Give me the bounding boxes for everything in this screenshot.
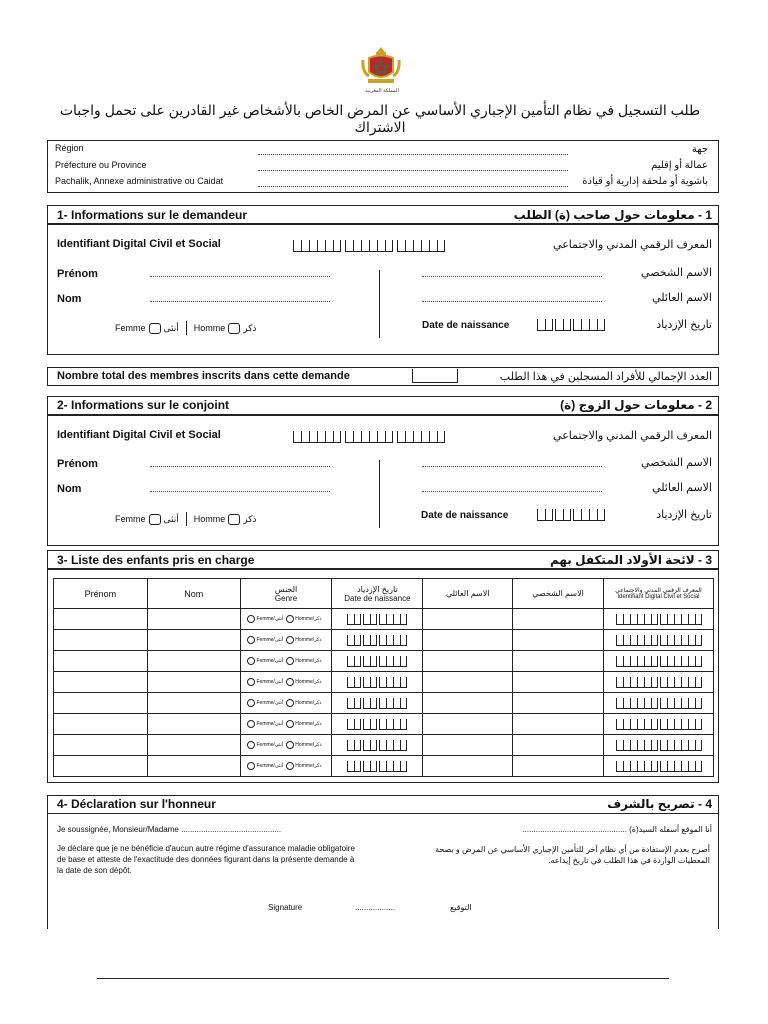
child-dob-cell[interactable]	[332, 651, 423, 672]
child-dob-cell[interactable]	[332, 735, 423, 756]
pachalik-label-ar: باشوية أو ملحقة إدارية أو قيادة	[582, 176, 708, 187]
child-genre-cell	[240, 651, 332, 672]
child-homme-radio[interactable]	[286, 762, 294, 770]
child-femme-label: Femme/أنثى	[256, 700, 284, 707]
child-femme-label: Femme/أنثى	[256, 637, 284, 644]
femme-label-ar: أنثى	[163, 322, 179, 333]
child-nom-cell[interactable]	[147, 735, 240, 756]
child-genre-cell	[240, 756, 332, 777]
child-homme-radio[interactable]	[286, 615, 294, 623]
signature-label-fr: Signature	[268, 903, 303, 912]
royal-emblem-icon	[360, 44, 402, 88]
child-homme-label: Homme/ذكر	[295, 637, 322, 644]
child-id-cell[interactable]	[604, 651, 714, 672]
signature-label-ar: التوقيع	[450, 903, 472, 912]
section1-gender	[115, 321, 257, 335]
child-prenom-ar-cell[interactable]	[513, 756, 604, 777]
section1-title-ar: 1 - معلومات حول صاحب (ة) الطلب	[513, 208, 712, 222]
section1-divider	[379, 270, 380, 338]
child-homme-label: Homme/ذكر	[295, 700, 322, 707]
child-nom-ar-cell[interactable]	[423, 693, 513, 714]
section1-dob-cells[interactable]	[537, 319, 605, 331]
femme-label-ar: أنثى	[163, 513, 179, 524]
footer-rule	[97, 978, 669, 979]
child-nom-cell[interactable]	[147, 693, 240, 714]
child-genre-cell	[240, 609, 332, 630]
section2-nom-label-ar: الاسم العائلي	[652, 482, 712, 494]
pachalik-label-fr: Pachalik, Annexe administrative ou Caidat	[55, 176, 224, 186]
child-nom-ar-cell[interactable]	[423, 630, 513, 651]
section2-title-fr: 2- Informations sur le conjoint	[57, 398, 230, 412]
region-field[interactable]	[258, 154, 568, 155]
section2-nom-ar-field[interactable]	[422, 491, 602, 492]
children-table-header	[54, 579, 714, 609]
child-prenom-ar-cell[interactable]	[513, 609, 604, 630]
region-label-fr: Région	[55, 143, 84, 153]
table-row	[54, 609, 714, 630]
section1-nom-label-fr: Nom	[57, 293, 82, 305]
child-nom-cell[interactable]	[147, 714, 240, 735]
section1-prenom-label-fr: Prénom	[57, 268, 98, 280]
child-dob-cell[interactable]	[332, 672, 423, 693]
child-homme-radio[interactable]	[286, 657, 294, 665]
table-row	[54, 630, 714, 651]
section3-title-ar: 3 - لائحة الأولاد المتكفل بهم	[549, 553, 712, 567]
child-genre-cell	[240, 630, 332, 651]
child-homme-label: Homme/ذكر	[295, 616, 322, 623]
child-nom-ar-cell[interactable]	[423, 651, 513, 672]
child-nom-ar-cell[interactable]	[423, 735, 513, 756]
child-nom-cell[interactable]	[147, 756, 240, 777]
emblem-caption: المملكة المغربية	[365, 88, 399, 94]
soussigne-fr: Je soussignée, Monsieur/Madame .............................................	[57, 825, 282, 834]
section1-homme-checkbox[interactable]	[228, 323, 240, 334]
section2-prenom-field[interactable]	[150, 466, 330, 467]
child-femme-label: Femme/أنثى	[256, 616, 284, 623]
femme-label: Femme	[115, 514, 146, 524]
prefecture-field[interactable]	[258, 170, 568, 171]
child-id-cell[interactable]	[604, 630, 714, 651]
section1-dob-label-ar: تاريخ الإزدياد	[656, 319, 712, 331]
child-dob-cell[interactable]	[332, 609, 423, 630]
section1-dob-label-fr: Date de naissance	[422, 320, 510, 331]
child-homme-radio[interactable]	[286, 636, 294, 644]
section2-dob-label-fr: Date de naissance	[421, 510, 509, 521]
section2-divider	[379, 460, 380, 528]
child-nom-cell[interactable]	[147, 672, 240, 693]
child-femme-label: Femme/أنثى	[256, 721, 284, 728]
section2-prenom-ar-field[interactable]	[422, 466, 602, 467]
child-prenom-cell[interactable]	[54, 735, 148, 756]
child-nom-ar-cell[interactable]	[423, 609, 513, 630]
child-homme-label: Homme/ذكر	[295, 658, 322, 665]
child-id-cell[interactable]	[604, 672, 714, 693]
section2-title-ar: 2 - معلومات حول الزوج (ة)	[560, 398, 712, 412]
child-prenom-cell[interactable]	[54, 693, 148, 714]
child-homme-label: Homme/ذكر	[295, 679, 322, 686]
table-row	[54, 756, 714, 777]
child-prenom-ar-cell[interactable]	[513, 714, 604, 735]
section1-id-label-fr: Identifiant Digital Civil et Social	[57, 238, 221, 250]
section2-dob-label-ar: تاريخ الإزدياد	[656, 509, 712, 521]
section1-id-cells[interactable]	[293, 240, 449, 252]
pachalik-field[interactable]	[258, 186, 568, 187]
form-title: طلب التسجيل في نظام التأمين الإجباري الأساسي عن المرض الخاص بالأشخاص غير القادرين على تحمل واجبات الاشتراك	[59, 102, 701, 135]
col-nom: Nom	[147, 579, 240, 609]
section1-prenom-ar-field[interactable]	[422, 276, 602, 277]
total-members-label-ar: العدد الإجمالي للأفراد المسجلين في هذا الطلب	[499, 371, 712, 383]
declaration-fr: Je déclare que je ne bénéficie d'aucun autre régime d'assurance maladie obligatoire de base et atteste de l'exactitude des données figurant dans la présente demande à la date de son dépôt.	[57, 844, 355, 875]
child-id-cell[interactable]	[604, 756, 714, 777]
child-nom-ar-cell[interactable]	[423, 756, 513, 777]
homme-label: Homme	[193, 323, 226, 333]
child-id-cell[interactable]	[604, 609, 714, 630]
col-prenom: Prénom	[54, 579, 148, 609]
section1-prenom-label-ar: الاسم الشخصي	[641, 267, 712, 279]
col-genre: الجنس Genre	[240, 579, 332, 609]
section1-prenom-field[interactable]	[150, 276, 330, 277]
child-homme-radio[interactable]	[286, 720, 294, 728]
child-dob-cell[interactable]	[332, 714, 423, 735]
child-prenom-cell[interactable]	[54, 672, 148, 693]
section2-gender	[115, 512, 257, 526]
child-genre-cell	[240, 693, 332, 714]
section1-id-label-ar: المعرف الرقمي المدني والاجتماعي	[553, 239, 712, 251]
table-row	[54, 693, 714, 714]
children-table	[53, 578, 714, 777]
child-prenom-cell[interactable]	[54, 756, 148, 777]
child-prenom-ar-cell[interactable]	[513, 693, 604, 714]
child-femme-label: Femme/أنثى	[256, 658, 284, 665]
child-id-cell[interactable]	[604, 714, 714, 735]
section2-dob-cells[interactable]	[537, 509, 605, 521]
section2-nom-field[interactable]	[150, 491, 330, 492]
section2-prenom-label-ar: الاسم الشخصي	[641, 457, 712, 469]
table-row	[54, 735, 714, 756]
child-nom-cell[interactable]	[147, 651, 240, 672]
child-homme-radio[interactable]	[286, 678, 294, 686]
child-femme-radio[interactable]	[247, 699, 255, 707]
signature-field[interactable]: ..................	[355, 903, 396, 912]
section1-title-fr: 1- Informations sur le demandeur	[57, 208, 248, 222]
section2-nom-label-fr: Nom	[57, 483, 82, 495]
section4-title-ar: 4 - تصريح بالشرف	[607, 797, 712, 811]
child-id-cell[interactable]	[604, 735, 714, 756]
section4-title-fr: 4- Déclaration sur l'honneur	[57, 797, 216, 811]
femme-label: Femme	[115, 323, 146, 333]
child-prenom-cell[interactable]	[54, 714, 148, 735]
child-id-cell[interactable]	[604, 693, 714, 714]
child-homme-radio[interactable]	[286, 699, 294, 707]
table-row	[54, 672, 714, 693]
homme-label-ar: ذكر	[243, 322, 257, 333]
child-femme-label: Femme/أنثى	[256, 763, 284, 770]
child-femme-label: Femme/أنثى	[256, 742, 284, 749]
child-femme-radio[interactable]	[247, 720, 255, 728]
section1-nom-label-ar: الاسم العائلي	[652, 292, 712, 304]
child-prenom-ar-cell[interactable]	[513, 672, 604, 693]
child-genre-cell	[240, 714, 332, 735]
child-genre-cell	[240, 735, 332, 756]
col-prenom-ar: الاسم الشخصي	[513, 579, 604, 609]
table-row	[54, 714, 714, 735]
child-femme-radio[interactable]	[247, 657, 255, 665]
child-nom-ar-cell[interactable]	[423, 714, 513, 735]
child-femme-radio[interactable]	[247, 762, 255, 770]
child-homme-radio[interactable]	[286, 741, 294, 749]
child-prenom-ar-cell[interactable]	[513, 735, 604, 756]
child-prenom-cell[interactable]	[54, 609, 148, 630]
child-prenom-ar-cell[interactable]	[513, 651, 604, 672]
child-dob-cell[interactable]	[332, 693, 423, 714]
child-dob-cell[interactable]	[332, 756, 423, 777]
child-femme-radio[interactable]	[247, 636, 255, 644]
child-dob-cell[interactable]	[332, 630, 423, 651]
total-members-label-fr: Nombre total des membres inscrits dans cette demande	[57, 370, 350, 382]
prefecture-label-fr: Préfecture ou Province	[55, 160, 147, 170]
homme-label: Homme	[193, 514, 226, 524]
table-row	[54, 651, 714, 672]
region-label-ar: جهة	[691, 144, 708, 155]
child-nom-cell[interactable]	[147, 630, 240, 651]
child-homme-label: Homme/ذكر	[295, 742, 322, 749]
total-members-field[interactable]	[412, 369, 458, 383]
child-genre-cell	[240, 672, 332, 693]
child-homme-label: Homme/ذكر	[295, 721, 322, 728]
child-femme-radio[interactable]	[247, 678, 255, 686]
col-nom-ar: الاسم العائلي	[423, 579, 513, 609]
child-prenom-cell[interactable]	[54, 630, 148, 651]
child-prenom-ar-cell[interactable]	[513, 630, 604, 651]
child-femme-label: Femme/أنثى	[256, 679, 284, 686]
child-femme-radio[interactable]	[247, 615, 255, 623]
section2-id-label-ar: المعرف الرقمي المدني والاجتماعي	[553, 430, 712, 442]
section2-homme-checkbox[interactable]	[228, 514, 240, 525]
child-nom-ar-cell[interactable]	[423, 672, 513, 693]
col-id: المعرف الرقمي المدني والاجتماعي Identifiant Digital Civil et Social	[604, 579, 714, 609]
section2-femme-checkbox[interactable]	[149, 514, 161, 525]
section1-femme-checkbox[interactable]	[149, 323, 161, 334]
child-nom-cell[interactable]	[147, 609, 240, 630]
section2-prenom-label-fr: Prénom	[57, 458, 98, 470]
child-femme-radio[interactable]	[247, 741, 255, 749]
col-dob: تاريخ الإزدياد Date de naissance	[332, 579, 423, 609]
section3-title-fr: 3- Liste des enfants pris en charge	[57, 553, 255, 567]
section1-nom-ar-field[interactable]	[422, 301, 602, 302]
section2-id-label-fr: Identifiant Digital Civil et Social	[57, 429, 221, 441]
homme-label-ar: ذكر	[243, 513, 257, 524]
section1-nom-field[interactable]	[150, 301, 330, 302]
child-prenom-cell[interactable]	[54, 651, 148, 672]
child-homme-label: Homme/ذكر	[295, 763, 322, 770]
soussigne-ar: أنا الموقع أسفله السيد(ة) ...............................................	[522, 825, 712, 834]
declaration-ar: أصرح بعدم الإستفادة من أي نظام آخر للتأمين الإجباري الأساسي عن المرض و بصحة المعطيات الواردة في هذا الطلب في تاريخ إيداعه.	[435, 845, 710, 865]
section2-id-cells[interactable]	[293, 431, 449, 443]
prefecture-label-ar: عمالة أو إقليم	[651, 160, 708, 171]
